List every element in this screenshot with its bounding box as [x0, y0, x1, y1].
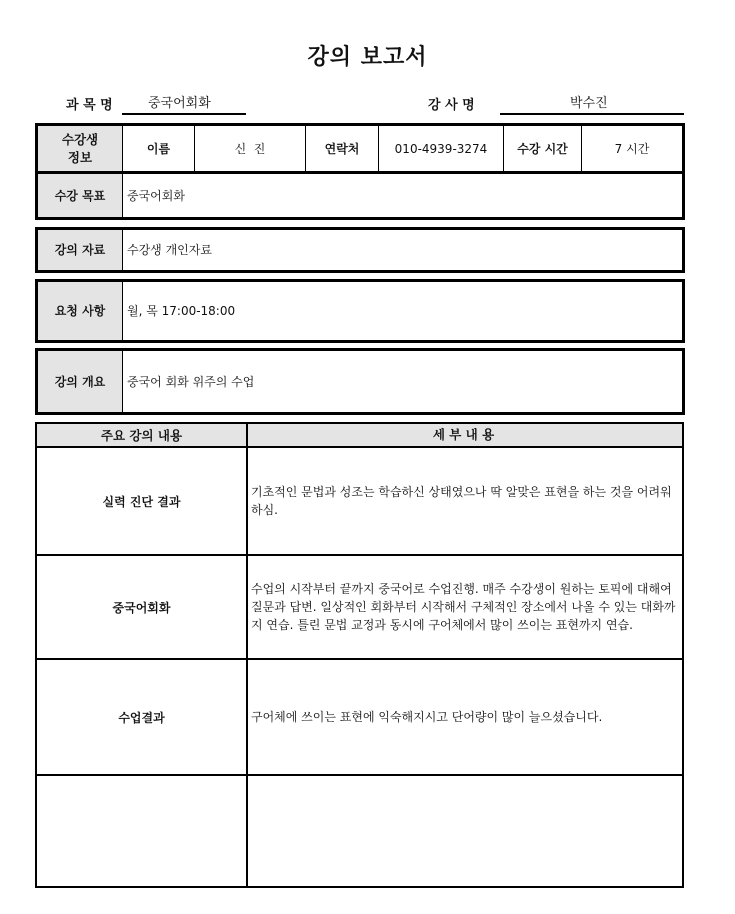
contact-value: 010-4939-3274: [379, 126, 504, 171]
table-row: [37, 448, 682, 556]
overview-box: [35, 348, 685, 415]
header-main-content: 주요 강의 내용: [37, 424, 248, 446]
instructor-label: 강 사 명: [428, 98, 475, 113]
requests-value: 월, 목 17:00-18:00: [127, 304, 236, 318]
subject-value: 중국어회화: [148, 96, 211, 111]
instructor-value: 박수진: [570, 96, 608, 111]
materials-value: 수강생 개인자료: [127, 243, 212, 257]
subject-underline: [122, 113, 246, 115]
row-title: 실력 진단 결과: [37, 448, 248, 554]
lecture-content-table: [35, 422, 684, 888]
subject-label: 과 목 명: [66, 98, 113, 113]
row-title: [37, 776, 248, 886]
row-detail: 기초적인 문법과 성조는 학습하신 상태였으나 딱 알맞은 표현을 하는 것을 어려워하심.: [251, 485, 672, 517]
instructor-underline: [500, 113, 684, 115]
table-row: [37, 776, 682, 886]
overview-label: 강의 개요: [38, 351, 123, 412]
contact-label: 연락처: [306, 126, 379, 171]
header-detail: 세 부 내 용: [248, 424, 682, 446]
row-detail: 구어체에 쓰이는 표현에 익숙해지시고 단어량이 많이 늘으셨습니다.: [251, 710, 603, 724]
table-header-row: [37, 424, 682, 448]
hours-label: 수강 시간: [504, 126, 582, 171]
student-section-label: 수강생 정보: [38, 126, 123, 171]
student-info-box: [35, 123, 685, 220]
goal-value: 중국어회화: [127, 188, 185, 203]
requests-box: [35, 279, 685, 343]
name-value: 신 진: [195, 126, 306, 171]
row-title: 수업결과: [37, 660, 248, 774]
requests-label: 요청 사항: [38, 282, 123, 340]
table-row: [37, 660, 682, 776]
document-title: 강의 보고서: [307, 45, 428, 70]
overview-value: 중국어 회화 위주의 수업: [127, 374, 255, 389]
materials-label: 강의 자료: [38, 230, 123, 270]
hours-value: 7 시간: [614, 141, 650, 156]
materials-box: [35, 227, 685, 273]
table-row: [37, 556, 682, 660]
row-detail: 수업의 시작부터 끝까지 중국어로 수업진행. 매주 수강생이 원하는 토픽에 대해여 질문과 답변. 일상적인 회화부터 시작해서 구체적인 장소에서 나올 수 있는 대화까지 연습. 틀린 문법 교정과 동시에 구어체에서 많이 쓰이는 표현까지 연습.: [251, 582, 676, 632]
row-title: 중국어회화: [37, 556, 248, 658]
goal-label: 수강 목표: [38, 174, 123, 217]
name-label: 이름: [123, 126, 195, 171]
row-detail: [248, 776, 682, 886]
